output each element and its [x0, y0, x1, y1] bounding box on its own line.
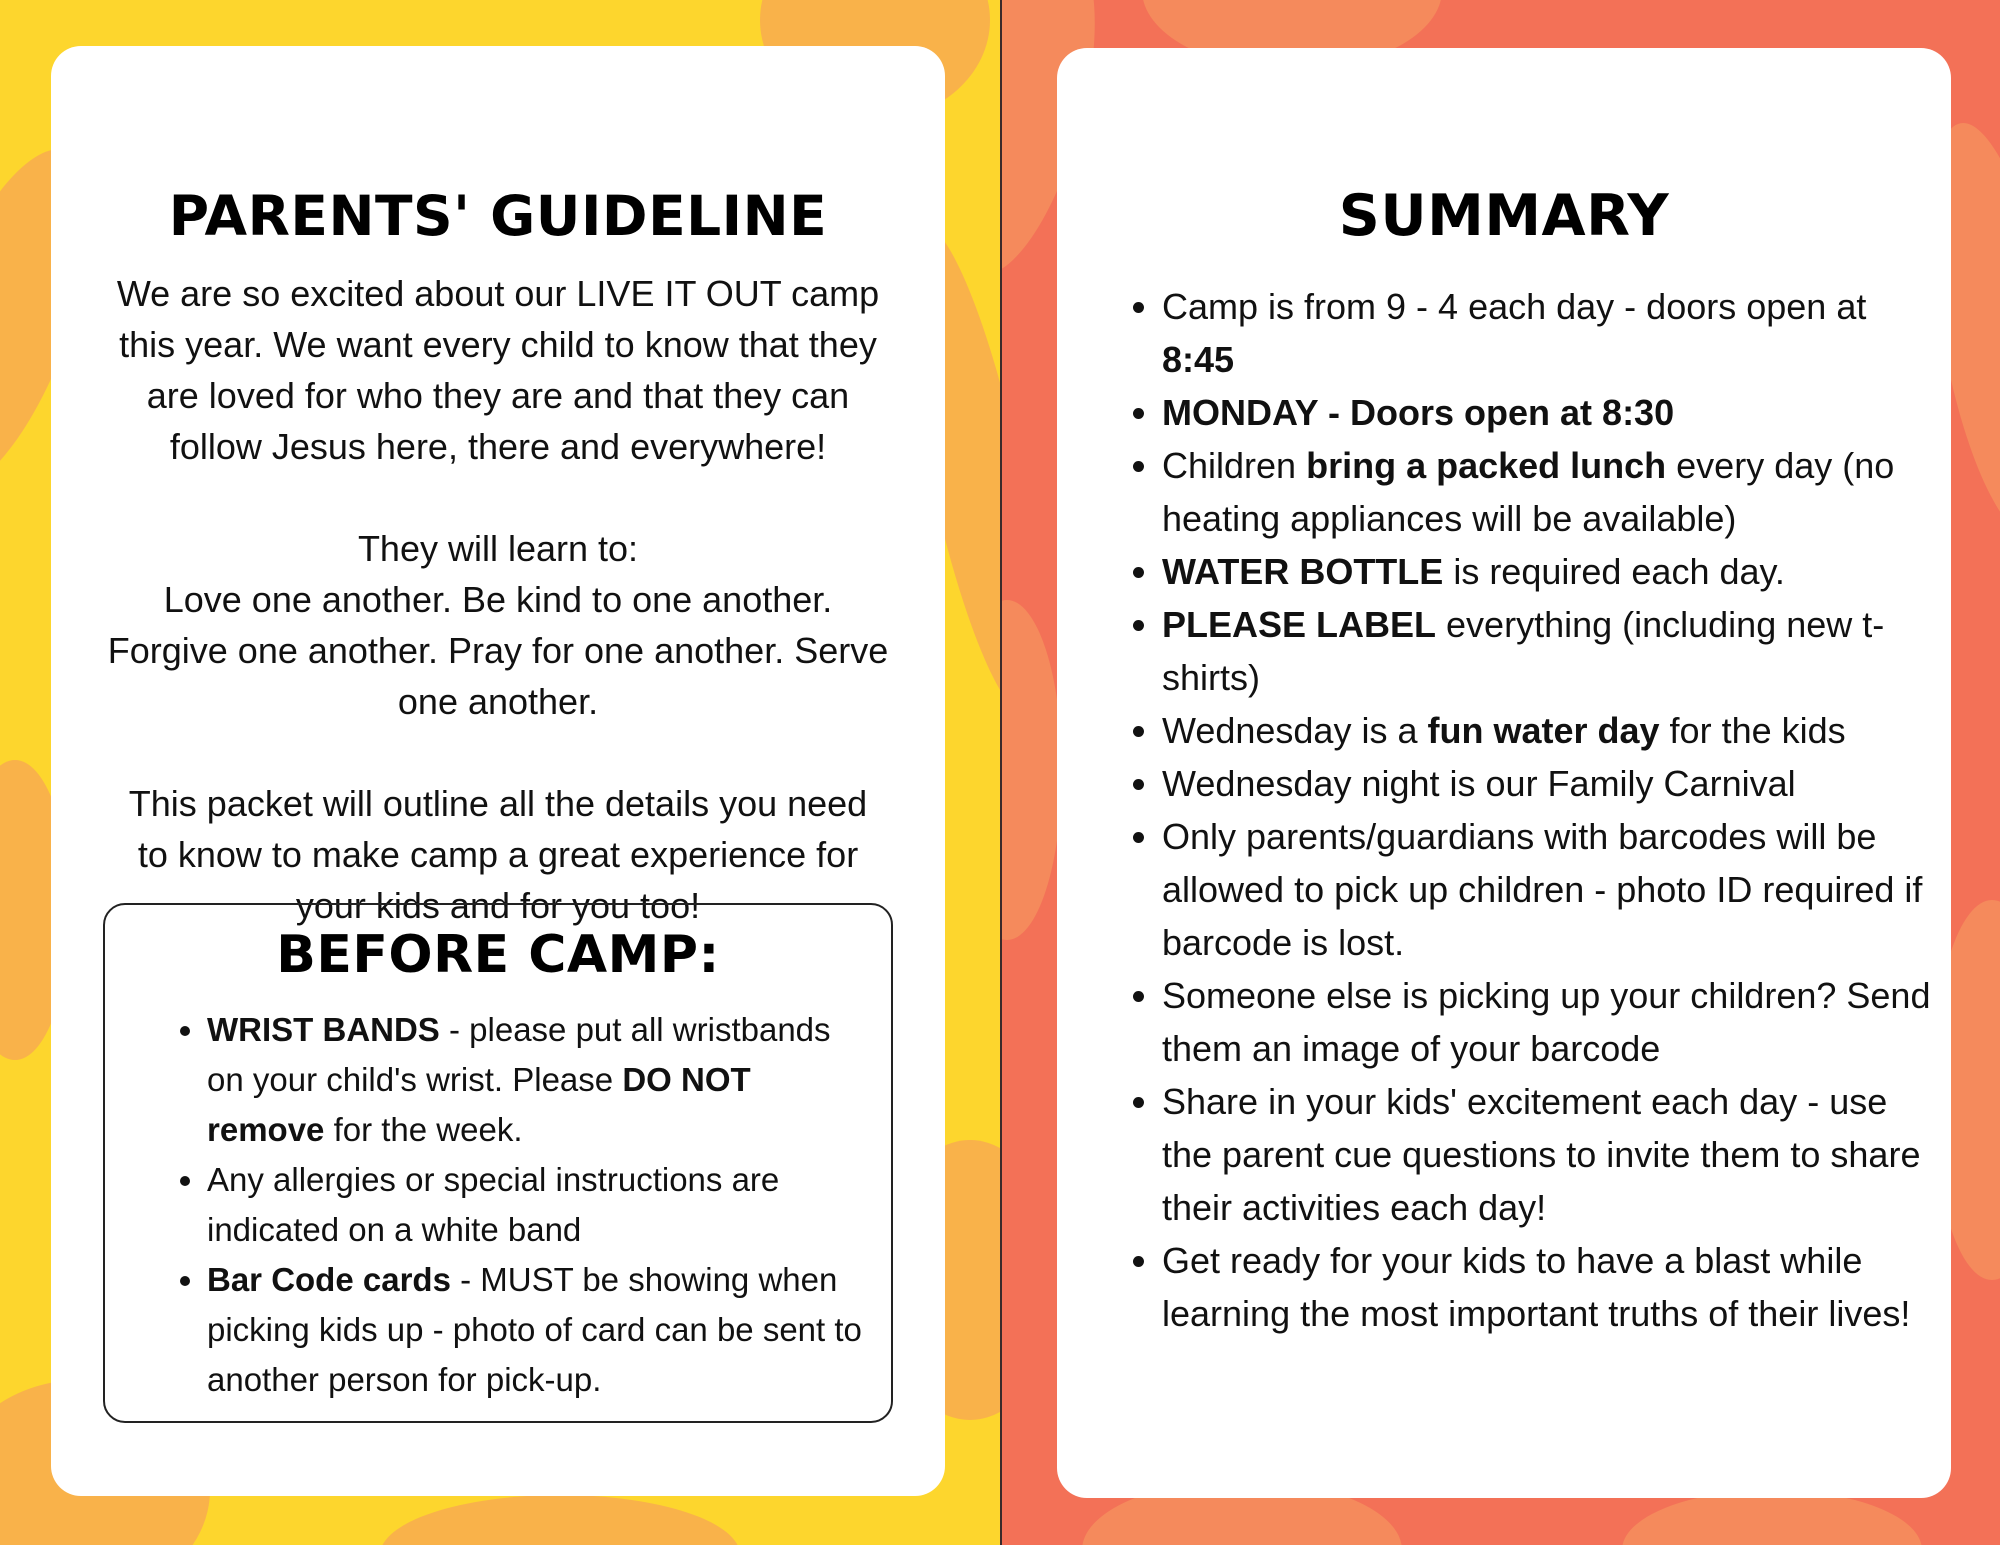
before-camp-box [103, 903, 893, 1423]
text: Someone else is picking up your children? Send them an image of your barcode [1162, 975, 1931, 1069]
background-pattern [380, 1495, 740, 1545]
text: Wednesday night is our Family Carnival [1162, 763, 1796, 804]
list-item [207, 1255, 871, 1405]
text-line: follow Jesus here, there and everywhere! [169, 426, 827, 467]
bold-text: PLEASE LABEL [1162, 604, 1437, 645]
text: Get ready for your kids to have a blast while learning the most important truths of their lives! [1162, 1240, 1911, 1334]
intro-paragraph [91, 268, 905, 472]
bold-text: DO NOT remove [207, 1061, 751, 1148]
text: Only parents/guardians with barcodes will be allowed to pick up children - photo ID required if barcode is lost. [1162, 816, 1923, 963]
bold-text: bring a packed lunch [1306, 445, 1667, 486]
text: - please put all wristbands on your child's wrist. Please [207, 1011, 831, 1098]
text: is required each day. [1443, 551, 1785, 592]
list-item [1162, 810, 1933, 969]
bold-text: WATER BOTTLE [1162, 551, 1444, 592]
text-line: are loved for who they are and that they can [146, 375, 850, 416]
background-pattern [1002, 600, 1062, 940]
text: everything (including new t-shirts) [1162, 604, 1885, 698]
text: Share in your kids' excitement each day - use the parent cue questions to invite them to share their activities each day! [1162, 1081, 1921, 1228]
text: for the kids [1659, 710, 1846, 751]
list-item [1162, 757, 1933, 810]
text: - MUST be showing when picking kids up - photo of card can be sent to another person for pick-up. [207, 1261, 862, 1398]
bold-text: MONDAY - Doors open at 8:30 [1162, 392, 1675, 433]
text: Camp is from 9 - 4 each day - doors open at [1162, 286, 1867, 327]
list-item [1162, 1075, 1933, 1234]
list-item [1162, 704, 1933, 757]
list-item [207, 1155, 871, 1255]
list-item [1162, 969, 1933, 1075]
list-item [1162, 1234, 1933, 1340]
before-camp-title: BEFORE CAMP: [276, 925, 720, 985]
text: for the week. [324, 1111, 523, 1148]
text-line: Forgive one another. Pray for one another. Serve [107, 630, 889, 671]
summary-card [1057, 48, 1951, 1498]
learning-paragraph [91, 523, 905, 727]
text: Any allergies or special instructions are indicated on a white band [207, 1161, 780, 1248]
text-line: your kids and for you too! [295, 885, 701, 926]
bold-text: 8:45 [1162, 339, 1235, 380]
text-line: one another. [397, 681, 599, 722]
list-item [1162, 598, 1933, 704]
text-line: They will learn to: [357, 528, 639, 569]
bold-text: WRIST BANDS [207, 1011, 440, 1048]
text: Wednesday is a [1162, 710, 1428, 751]
text-line: Love one another. Be kind to one another. [163, 579, 833, 620]
bold-text: fun water day [1427, 710, 1660, 751]
summary-list [1110, 280, 1933, 1340]
parents-guideline-title: PARENTS' GUIDELINE [168, 184, 828, 248]
text-line: this year. We want every child to know that they [119, 324, 877, 365]
before-camp-list [165, 1005, 871, 1405]
parents-guideline-card [51, 46, 945, 1496]
bold-text: Bar Code cards [207, 1261, 451, 1298]
summary-title: SUMMARY [1338, 183, 1670, 249]
text-line: to know to make camp a great experience for [137, 834, 859, 875]
background-pattern [1622, 1490, 1922, 1545]
text: Children [1162, 445, 1307, 486]
list-item [1162, 439, 1933, 545]
list-item [1162, 280, 1933, 386]
text-line: This packet will outline all the details you need [128, 783, 868, 824]
text: every day (no heating appliances will be available) [1162, 445, 1895, 539]
list-item [1162, 545, 1933, 598]
text-line: We are so excited about our LIVE IT OUT camp [116, 273, 880, 314]
list-item [1162, 386, 1933, 439]
list-item [207, 1005, 871, 1155]
intro-text [91, 268, 905, 931]
